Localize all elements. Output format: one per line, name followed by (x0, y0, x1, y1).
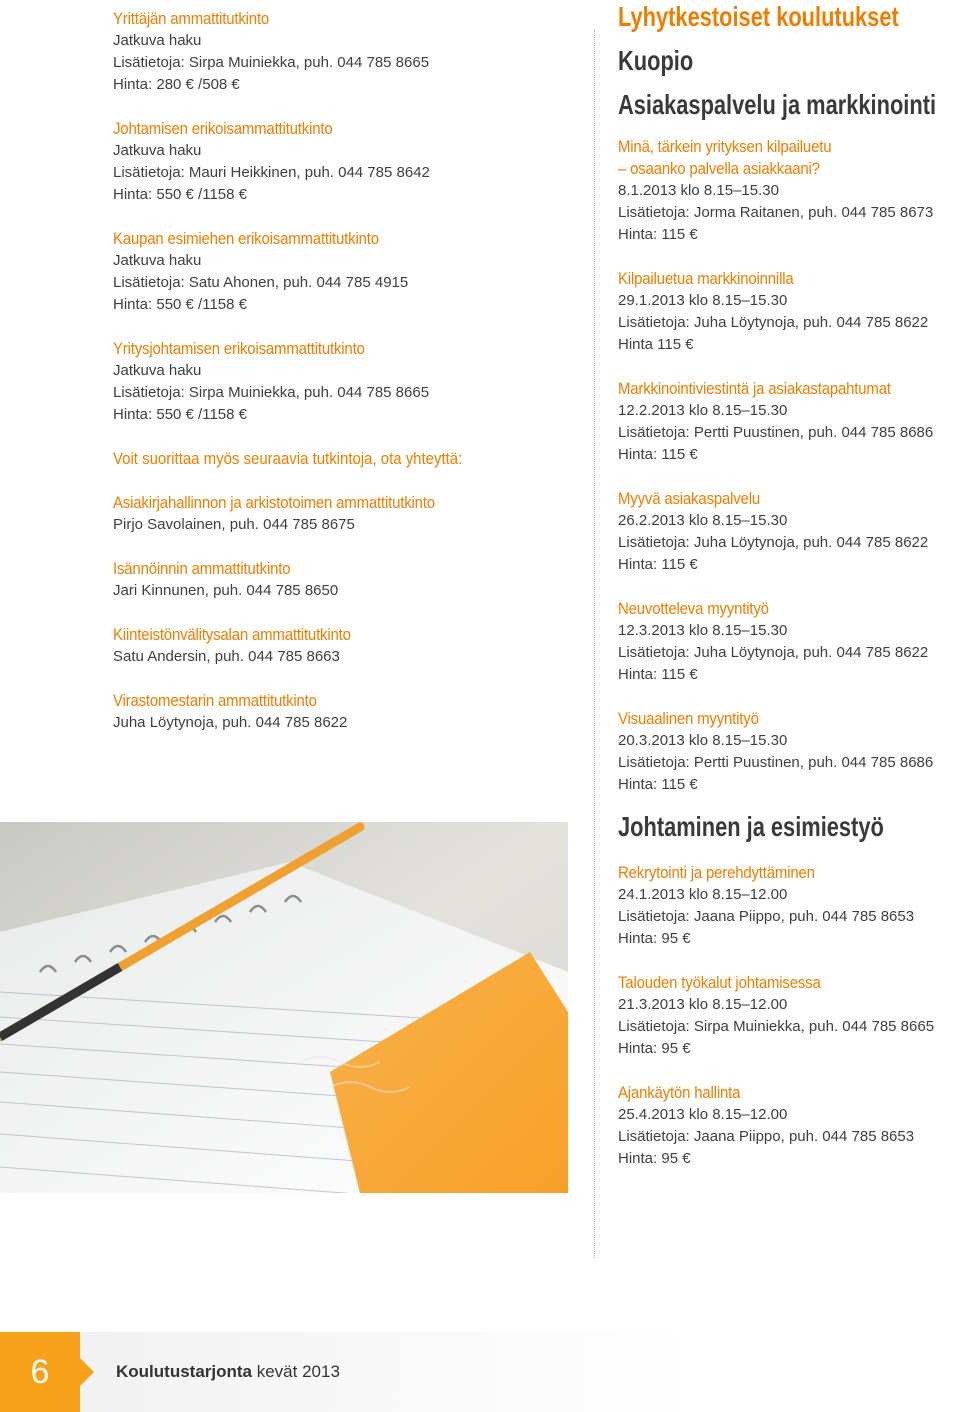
course-price: Hinta 115 € (618, 336, 694, 353)
course-date: 25.4.2013 klo 8.15–12.00 (618, 1106, 788, 1123)
course-contact: Lisätietoja: Jaana Piippo, puh. 044 785 8653 (618, 1128, 915, 1145)
course-price: Hinta: 115 € (618, 446, 698, 463)
footer-title-bold: Koulutustarjonta (116, 1362, 252, 1381)
entry-title: Johtamisen erikoisammattitutkinto (113, 119, 333, 138)
entry-contact: Lisätietoja: Satu Ahonen, puh. 044 785 4915 (113, 274, 409, 291)
course-title: Markkinointiviestintä ja asiakastapahtumat (618, 379, 891, 398)
qualification-entry (113, 338, 583, 426)
entry-title: Kiinteistönvälitysalan ammattitutkinto (113, 625, 351, 644)
course-title: Neuvotteleva myyntityö (618, 599, 769, 618)
qualification-entry (113, 492, 583, 536)
course-contact: Lisätietoja: Jaana Piippo, puh. 044 785 8653 (618, 908, 915, 925)
right-column (618, 0, 960, 1170)
course-entry (618, 972, 960, 1060)
course-title: Visuaalinen myyntityö (618, 709, 759, 728)
entry-price: Hinta: 550 € /1158 € (113, 186, 247, 203)
column-divider (594, 30, 595, 1258)
course-contact: Lisätietoja: Pertti Puustinen, puh. 044 785 8686 (618, 424, 934, 441)
footer-title-rest: kevät 2013 (252, 1362, 340, 1381)
course-date: 24.1.2013 klo 8.15–12.00 (618, 886, 788, 903)
course-contact: Lisätietoja: Jorma Raitanen, puh. 044 785 8673 (618, 204, 934, 221)
entry-title: Asiakirjahallinnon ja arkistotoimen ammattitutkinto (113, 493, 435, 512)
left-column (113, 0, 583, 734)
course-entry (618, 598, 960, 686)
entry-contact: Lisätietoja: Sirpa Muiniekka, puh. 044 785 8665 (113, 384, 430, 401)
course-title: Ajankäytön hallinta (618, 1083, 741, 1102)
course-title: Myyvä asiakaspalvelu (618, 489, 760, 508)
course-price: Hinta: 115 € (618, 556, 698, 573)
subsection-heading: Asiakaspalvelu ja markkinointi (618, 89, 937, 120)
entry-contact: Satu Andersin, puh. 044 785 8663 (113, 648, 340, 665)
course-price: Hinta: 95 € (618, 930, 691, 947)
notebook-photo (0, 822, 568, 1193)
entry-line: Jatkuva haku (113, 252, 202, 269)
entry-title: Yritysjohtamisen erikoisammattitutkinto (113, 339, 365, 358)
section-heading: Lyhytkestoiset koulutukset (618, 1, 899, 32)
entry-line: Jatkuva haku (113, 32, 202, 49)
course-entry (618, 488, 960, 576)
entry-contact: Lisätietoja: Sirpa Muiniekka, puh. 044 785 8665 (113, 54, 430, 71)
entry-contact: Lisätietoja: Mauri Heikkinen, puh. 044 785 8642 (113, 164, 430, 181)
course-entry (618, 136, 960, 246)
course-contact: Lisätietoja: Sirpa Muiniekka, puh. 044 785 8665 (618, 1018, 935, 1035)
course-contact: Lisätietoja: Juha Löytynoja, puh. 044 785 8622 (618, 314, 929, 331)
course-title: – osaanko palvella asiakkaani? (618, 159, 820, 178)
page-number: 6 (0, 1332, 80, 1412)
qualification-entry (113, 228, 583, 316)
course-entry (618, 862, 960, 950)
course-date: 12.3.2013 klo 8.15–15.30 (618, 622, 788, 639)
entry-title: Virastomestarin ammattitutkinto (113, 691, 317, 710)
course-price: Hinta: 95 € (618, 1040, 691, 1057)
course-date: 12.2.2013 klo 8.15–15.30 (618, 402, 788, 419)
course-contact: Lisätietoja: Pertti Puustinen, puh. 044 785 8686 (618, 754, 934, 771)
course-date: 8.1.2013 klo 8.15–15.30 (618, 182, 779, 199)
course-entry (618, 378, 960, 466)
qualification-entry (113, 690, 583, 734)
entry-title: Kaupan esimiehen erikoisammattitutkinto (113, 229, 379, 248)
entry-contact: Pirjo Savolainen, puh. 044 785 8675 (113, 516, 355, 533)
entry-line: Jatkuva haku (113, 362, 202, 379)
entry-price: Hinta: 550 € /1158 € (113, 406, 247, 423)
qualification-entry (113, 118, 583, 206)
course-entry (618, 268, 960, 356)
entry-price: Hinta: 280 € /508 € (113, 76, 240, 93)
entry-contact: Jari Kinnunen, puh. 044 785 8650 (113, 582, 339, 599)
entry-contact: Juha Löytynoja, puh. 044 785 8622 (113, 714, 348, 731)
qualification-entry (113, 8, 583, 96)
notebook-illustration (0, 822, 568, 1193)
course-price: Hinta: 115 € (618, 226, 698, 243)
entry-price: Hinta: 550 € /1158 € (113, 296, 247, 313)
course-title: Minä, tärkein yrityksen kilpailuetu (618, 137, 832, 156)
qualification-entry (113, 624, 583, 668)
course-entry (618, 1082, 960, 1170)
course-price: Hinta: 95 € (618, 1150, 691, 1167)
qualification-entry (113, 558, 583, 602)
course-title: Kilpailuetua markkinoinnilla (618, 269, 794, 288)
course-title: Rekrytointi ja perehdyttäminen (618, 863, 815, 882)
course-title: Talouden työkalut johtamisessa (618, 973, 821, 992)
city-heading: Kuopio (618, 45, 694, 76)
course-date: 21.3.2013 klo 8.15–12.00 (618, 996, 788, 1013)
course-entry (618, 708, 960, 796)
subsection-heading: Johtaminen ja esimiestyö (618, 811, 884, 842)
footer-arrow-icon (80, 1358, 94, 1386)
course-price: Hinta: 115 € (618, 666, 698, 683)
notice-heading: Voit suorittaa myös seuraavia tutkintoja, ota yhteyttä: (113, 449, 463, 468)
course-contact: Lisätietoja: Juha Löytynoja, puh. 044 785 8622 (618, 534, 929, 551)
course-date: 20.3.2013 klo 8.15–15.30 (618, 732, 788, 749)
course-price: Hinta: 115 € (618, 776, 698, 793)
footer-title (116, 1360, 340, 1384)
course-date: 29.1.2013 klo 8.15–15.30 (618, 292, 788, 309)
entry-line: Jatkuva haku (113, 142, 202, 159)
entry-title: Isännöinnin ammattitutkinto (113, 559, 291, 578)
entry-title: Yrittäjän ammattitutkinto (113, 9, 270, 28)
course-contact: Lisätietoja: Juha Löytynoja, puh. 044 785 8622 (618, 644, 929, 661)
course-date: 26.2.2013 klo 8.15–15.30 (618, 512, 788, 529)
